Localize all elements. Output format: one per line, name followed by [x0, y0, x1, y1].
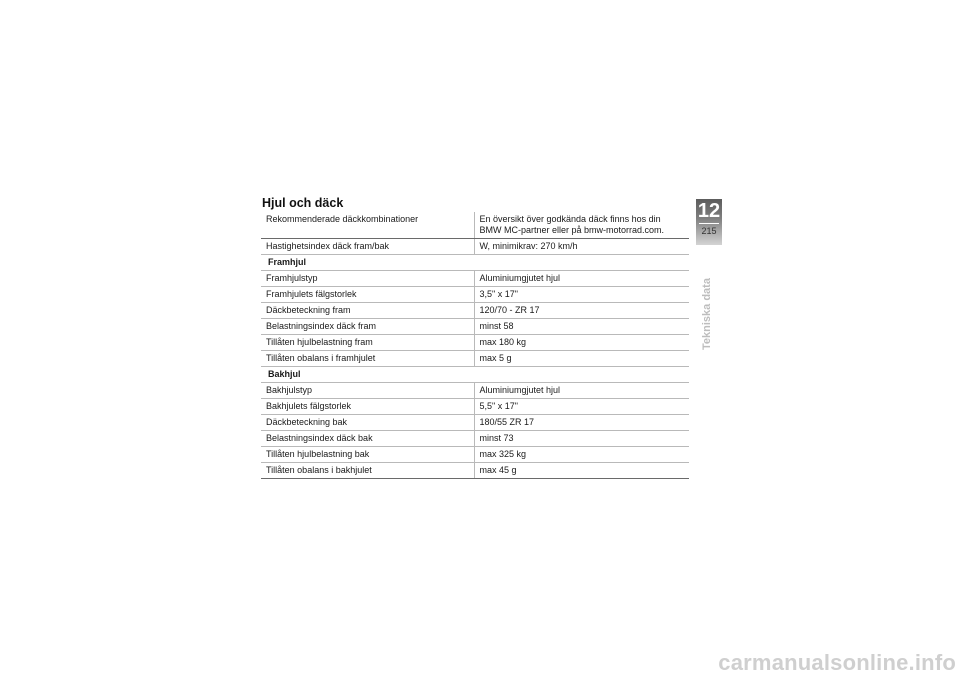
table-row	[261, 415, 689, 431]
row-label: Bakhjulets fälgstorlek	[261, 399, 474, 415]
table-row	[261, 271, 689, 287]
chapter-divider	[699, 223, 719, 224]
table-row	[261, 319, 689, 335]
row-value: minst 58	[474, 319, 689, 335]
row-value: max 325 kg	[474, 447, 689, 463]
section-heading-front	[261, 255, 689, 271]
row-label: Tillåten hjulbelastning bak	[261, 447, 474, 463]
table-row	[261, 239, 689, 255]
table-row	[261, 287, 689, 303]
table-row	[261, 399, 689, 415]
row-label: Däckbeteckning bak	[261, 415, 474, 431]
section-heading: Framhjul	[261, 255, 689, 271]
row-label: Tillåten obalans i framhjulet	[261, 351, 474, 367]
row-label: Däckbeteckning fram	[261, 303, 474, 319]
chapter-tab	[696, 199, 722, 245]
table-row	[261, 351, 689, 367]
row-label: Rekommenderade däckkombinationer	[261, 212, 474, 239]
row-value: minst 73	[474, 431, 689, 447]
row-label: Framhjulstyp	[261, 271, 474, 287]
section-heading: Bakhjul	[261, 367, 689, 383]
row-label: Hastighetsindex däck fram/bak	[261, 239, 474, 255]
table-row	[261, 212, 689, 239]
page-number: 215	[701, 226, 717, 236]
row-value: Aluminiumgjutet hjul	[474, 271, 689, 287]
row-value: max 180 kg	[474, 335, 689, 351]
row-value: 5,5" x 17"	[474, 399, 689, 415]
table-row	[261, 335, 689, 351]
row-value: Aluminiumgjutet hjul	[474, 383, 689, 399]
row-value: En översikt över godkända däck finns hos din BMW MC-partner eller på bmw-motorrad.com.	[474, 212, 689, 239]
row-label: Framhjulets fälgstorlek	[261, 287, 474, 303]
tire-spec-table	[261, 212, 689, 479]
section-title: Hjul och däck	[262, 196, 344, 210]
row-label: Belastningsindex däck bak	[261, 431, 474, 447]
row-value: 120/70 - ZR 17	[474, 303, 689, 319]
table-row	[261, 463, 689, 479]
chapter-number: 12	[697, 200, 721, 222]
watermark: carmanualsonline.info	[718, 650, 956, 675]
row-value: 3,5" x 17"	[474, 287, 689, 303]
row-label: Bakhjulstyp	[261, 383, 474, 399]
section-heading-rear	[261, 367, 689, 383]
table-row	[261, 431, 689, 447]
table-row	[261, 447, 689, 463]
row-value: 180/55 ZR 17	[474, 415, 689, 431]
row-label: Tillåten obalans i bakhjulet	[261, 463, 474, 479]
row-value: max 5 g	[474, 351, 689, 367]
table-row	[261, 303, 689, 319]
table-row	[261, 383, 689, 399]
row-label: Tillåten hjulbelastning fram	[261, 335, 474, 351]
row-label: Belastningsindex däck fram	[261, 319, 474, 335]
chapter-side-label: Tekniska data	[701, 278, 713, 350]
row-value: W, minimikrav: 270 km/h	[474, 239, 689, 255]
row-value: max 45 g	[474, 463, 689, 479]
